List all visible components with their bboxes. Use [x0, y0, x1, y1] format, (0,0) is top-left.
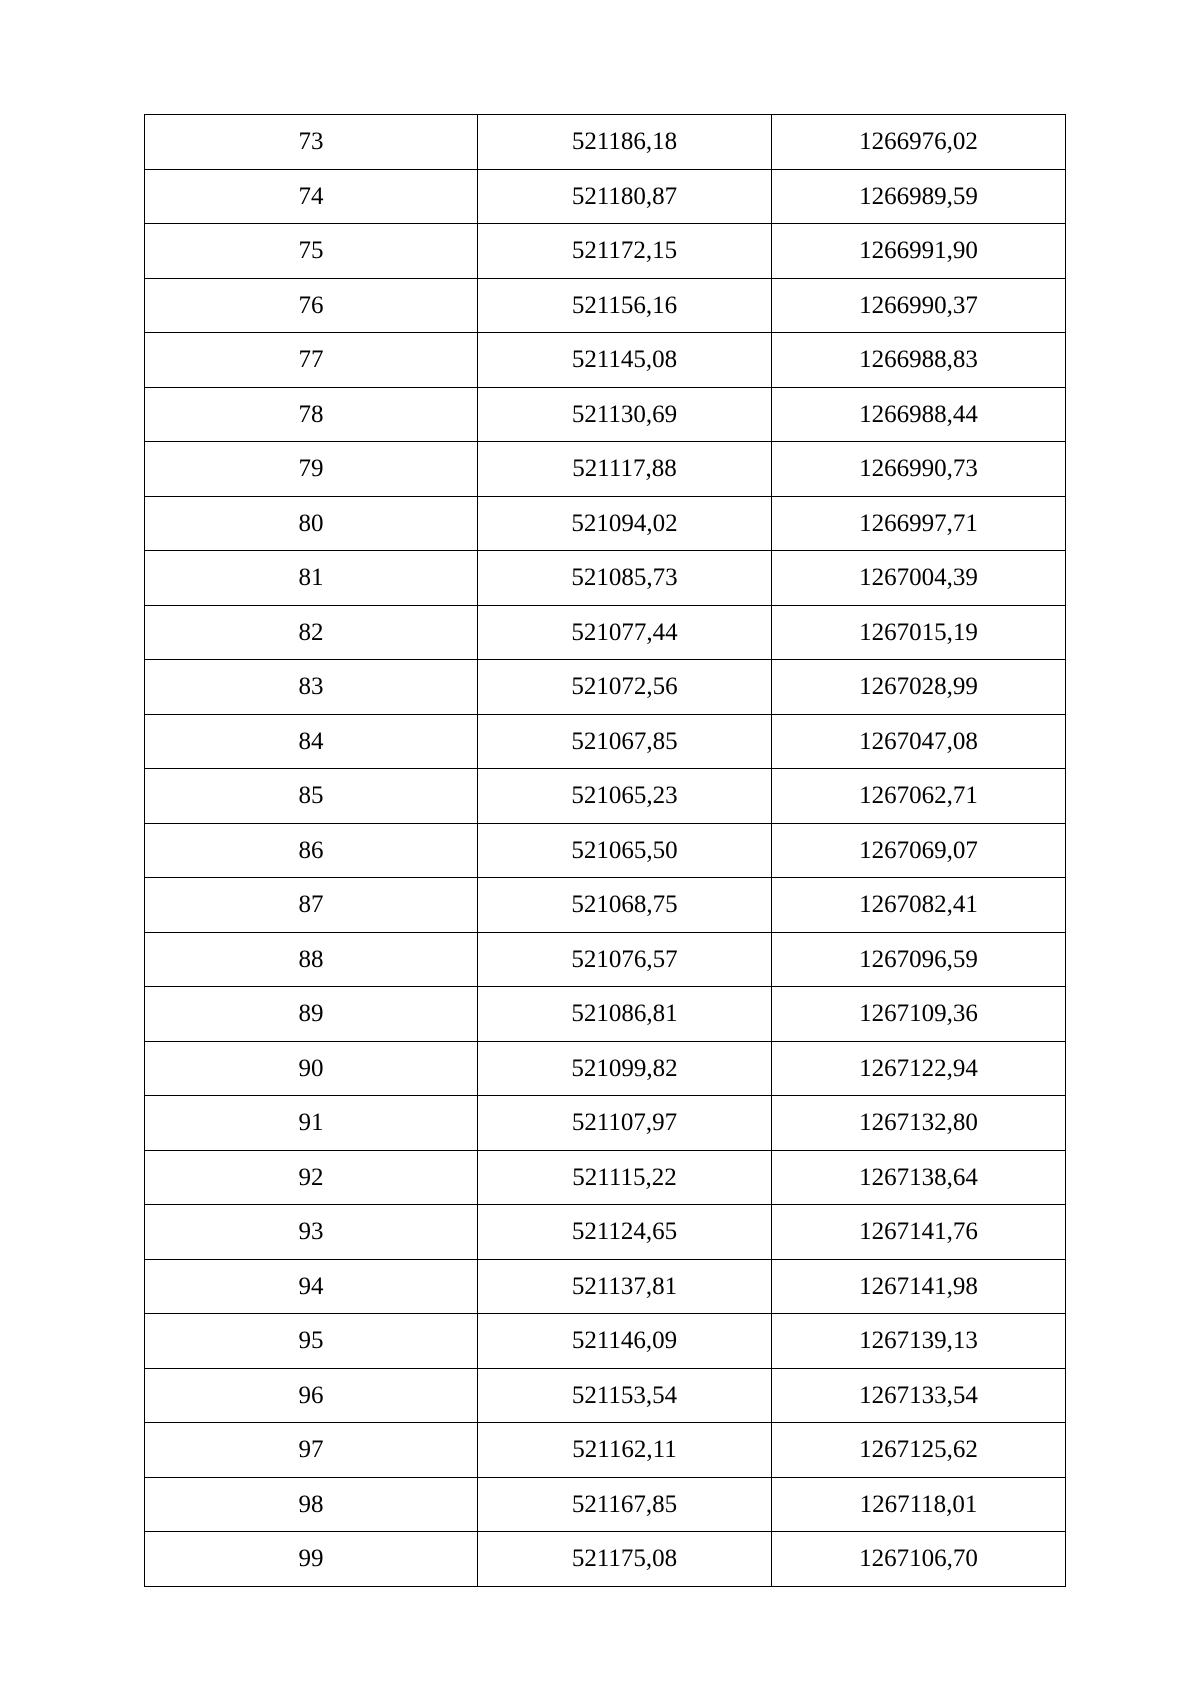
y-coordinate-cell: 1267047,08: [772, 714, 1066, 769]
x-coordinate-cell: 521115,22: [478, 1150, 772, 1205]
table-row: [145, 1150, 1066, 1205]
x-coordinate-cell: 521180,87: [478, 169, 772, 224]
table-row: [145, 496, 1066, 551]
x-coordinate-cell: 521172,15: [478, 224, 772, 279]
y-coordinate-cell: 1267028,99: [772, 660, 1066, 715]
y-coordinate-cell: 1266990,73: [772, 442, 1066, 497]
coordinates-table: [144, 114, 1066, 1587]
table-row: [145, 442, 1066, 497]
table-row: [145, 823, 1066, 878]
table-row: [145, 878, 1066, 933]
point-number-cell: 86: [145, 823, 478, 878]
table-row: [145, 1041, 1066, 1096]
table-row: [145, 1368, 1066, 1423]
y-coordinate-cell: 1267132,80: [772, 1096, 1066, 1151]
point-number-cell: 91: [145, 1096, 478, 1151]
point-number-cell: 94: [145, 1259, 478, 1314]
point-number-cell: 99: [145, 1532, 478, 1587]
point-number-cell: 82: [145, 605, 478, 660]
y-coordinate-cell: 1266990,37: [772, 278, 1066, 333]
point-number-cell: 78: [145, 387, 478, 442]
point-number-cell: 88: [145, 932, 478, 987]
y-coordinate-cell: 1267069,07: [772, 823, 1066, 878]
point-number-cell: 96: [145, 1368, 478, 1423]
y-coordinate-cell: 1267062,71: [772, 769, 1066, 824]
table-row: [145, 714, 1066, 769]
x-coordinate-cell: 521162,11: [478, 1423, 772, 1478]
y-coordinate-cell: 1267139,13: [772, 1314, 1066, 1369]
point-number-cell: 80: [145, 496, 478, 551]
x-coordinate-cell: 521130,69: [478, 387, 772, 442]
y-coordinate-cell: 1267141,76: [772, 1205, 1066, 1260]
point-number-cell: 87: [145, 878, 478, 933]
x-coordinate-cell: 521146,09: [478, 1314, 772, 1369]
y-coordinate-cell: 1266976,02: [772, 115, 1066, 170]
point-number-cell: 81: [145, 551, 478, 606]
point-number-cell: 90: [145, 1041, 478, 1096]
point-number-cell: 76: [145, 278, 478, 333]
x-coordinate-cell: 521094,02: [478, 496, 772, 551]
table-row: [145, 660, 1066, 715]
table-row: [145, 333, 1066, 388]
coordinates-table-body: [145, 115, 1066, 1587]
y-coordinate-cell: 1266988,44: [772, 387, 1066, 442]
table-row: [145, 169, 1066, 224]
x-coordinate-cell: 521186,18: [478, 115, 772, 170]
point-number-cell: 73: [145, 115, 478, 170]
y-coordinate-cell: 1267015,19: [772, 605, 1066, 660]
x-coordinate-cell: 521065,23: [478, 769, 772, 824]
point-number-cell: 92: [145, 1150, 478, 1205]
point-number-cell: 93: [145, 1205, 478, 1260]
table-row: [145, 387, 1066, 442]
y-coordinate-cell: 1266989,59: [772, 169, 1066, 224]
y-coordinate-cell: 1267096,59: [772, 932, 1066, 987]
point-number-cell: 95: [145, 1314, 478, 1369]
x-coordinate-cell: 521175,08: [478, 1532, 772, 1587]
x-coordinate-cell: 521156,16: [478, 278, 772, 333]
x-coordinate-cell: 521153,54: [478, 1368, 772, 1423]
x-coordinate-cell: 521099,82: [478, 1041, 772, 1096]
table-row: [145, 278, 1066, 333]
point-number-cell: 84: [145, 714, 478, 769]
x-coordinate-cell: 521065,50: [478, 823, 772, 878]
x-coordinate-cell: 521077,44: [478, 605, 772, 660]
point-number-cell: 79: [145, 442, 478, 497]
x-coordinate-cell: 521145,08: [478, 333, 772, 388]
x-coordinate-cell: 521137,81: [478, 1259, 772, 1314]
table-row: [145, 987, 1066, 1042]
table-row: [145, 1532, 1066, 1587]
x-coordinate-cell: 521067,85: [478, 714, 772, 769]
point-number-cell: 83: [145, 660, 478, 715]
y-coordinate-cell: 1267125,62: [772, 1423, 1066, 1478]
y-coordinate-cell: 1267109,36: [772, 987, 1066, 1042]
table-row: [145, 932, 1066, 987]
table-row: [145, 605, 1066, 660]
x-coordinate-cell: 521167,85: [478, 1477, 772, 1532]
x-coordinate-cell: 521117,88: [478, 442, 772, 497]
y-coordinate-cell: 1266991,90: [772, 224, 1066, 279]
point-number-cell: 85: [145, 769, 478, 824]
table-row: [145, 1096, 1066, 1151]
y-coordinate-cell: 1267082,41: [772, 878, 1066, 933]
y-coordinate-cell: 1267118,01: [772, 1477, 1066, 1532]
x-coordinate-cell: 521076,57: [478, 932, 772, 987]
x-coordinate-cell: 521072,56: [478, 660, 772, 715]
point-number-cell: 97: [145, 1423, 478, 1478]
x-coordinate-cell: 521124,65: [478, 1205, 772, 1260]
x-coordinate-cell: 521107,97: [478, 1096, 772, 1151]
table-row: [145, 224, 1066, 279]
table-row: [145, 1205, 1066, 1260]
point-number-cell: 89: [145, 987, 478, 1042]
table-row: [145, 1423, 1066, 1478]
y-coordinate-cell: 1267133,54: [772, 1368, 1066, 1423]
table-row: [145, 115, 1066, 170]
table-row: [145, 769, 1066, 824]
y-coordinate-cell: 1267004,39: [772, 551, 1066, 606]
x-coordinate-cell: 521085,73: [478, 551, 772, 606]
point-number-cell: 98: [145, 1477, 478, 1532]
table-row: [145, 1314, 1066, 1369]
y-coordinate-cell: 1267106,70: [772, 1532, 1066, 1587]
table-row: [145, 1477, 1066, 1532]
y-coordinate-cell: 1266997,71: [772, 496, 1066, 551]
point-number-cell: 74: [145, 169, 478, 224]
point-number-cell: 77: [145, 333, 478, 388]
table-row: [145, 1259, 1066, 1314]
y-coordinate-cell: 1267138,64: [772, 1150, 1066, 1205]
y-coordinate-cell: 1267122,94: [772, 1041, 1066, 1096]
table-row: [145, 551, 1066, 606]
y-coordinate-cell: 1267141,98: [772, 1259, 1066, 1314]
point-number-cell: 75: [145, 224, 478, 279]
x-coordinate-cell: 521086,81: [478, 987, 772, 1042]
x-coordinate-cell: 521068,75: [478, 878, 772, 933]
y-coordinate-cell: 1266988,83: [772, 333, 1066, 388]
